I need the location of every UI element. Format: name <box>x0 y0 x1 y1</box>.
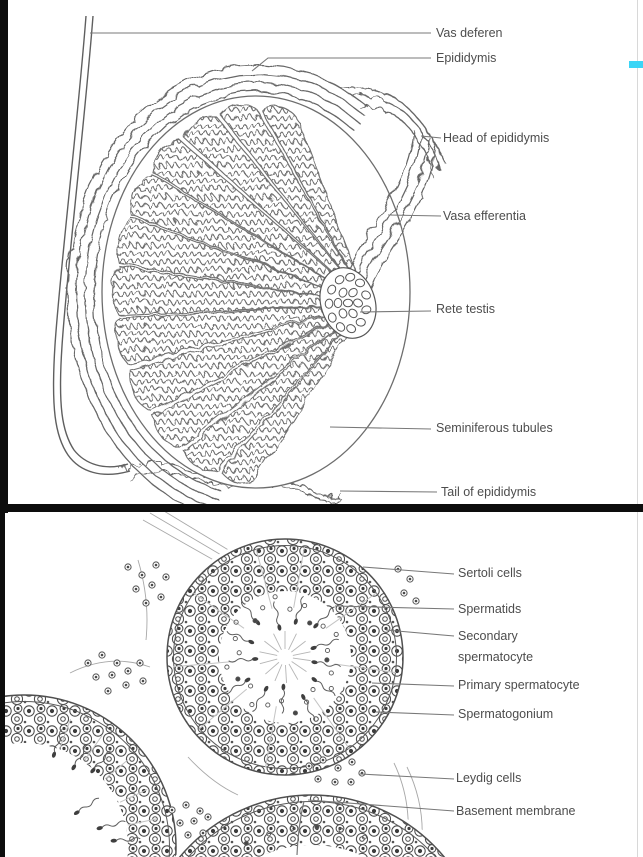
tubule-cross-section-main <box>163 535 407 779</box>
label-epididymis: Epididymis <box>436 51 497 65</box>
label-vas-deferen: Vas deferen <box>436 26 503 40</box>
panel-divider <box>0 504 643 512</box>
left-frame-bar-top <box>0 0 8 513</box>
left-frame-bar-bottom <box>0 513 5 857</box>
label-spermatids: Spermatids <box>458 602 522 616</box>
label-primary-spermatocyte: Primary spermatocyte <box>458 678 580 692</box>
tubule-cross-section-bottom <box>136 791 488 857</box>
highlight-mark <box>629 61 643 68</box>
label-seminiferous-tubules: Seminiferous tubules <box>436 421 553 435</box>
label-secondary-spermatocyte: Secondary spermatocyte <box>458 629 534 664</box>
label-spermatogonium: Spermatogonium <box>458 707 554 721</box>
label-vasa-efferentia: Vasa efferentia <box>443 209 526 223</box>
label-basement-membrane: Basement membrane <box>456 804 576 818</box>
page-edge-line <box>637 0 638 857</box>
label-rete-testis: Rete testis <box>436 302 496 316</box>
label-sertoli-cells: Sertoli cells <box>458 566 522 580</box>
label-leydig-cells: Leydig cells <box>456 771 522 785</box>
label-tail-of-epididymis: Tail of epididymis <box>441 485 537 499</box>
label-head-of-epididymis: Head of epididymis <box>443 131 550 145</box>
tubule-cross-section-left <box>0 691 180 857</box>
